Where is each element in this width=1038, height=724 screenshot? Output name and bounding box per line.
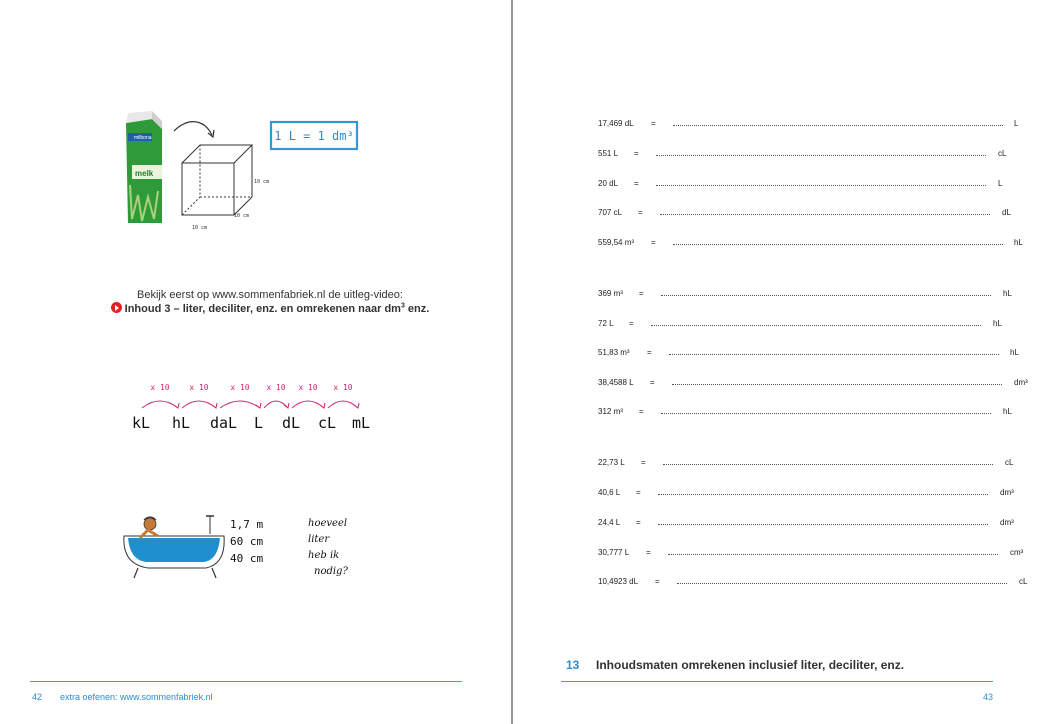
equals-sign: = — [646, 548, 651, 557]
conversion-arrow — [182, 401, 216, 408]
arrow-head-icon — [320, 403, 325, 408]
equals-sign: = — [636, 488, 641, 497]
equals-sign: = — [634, 149, 639, 158]
exercise-row — [598, 238, 1038, 250]
exercise-expression: 30,777 L — [598, 548, 630, 557]
equals-sign: = — [647, 348, 652, 357]
target-unit: hL — [1014, 238, 1023, 247]
cube-icon — [182, 145, 252, 215]
exercise-row — [598, 208, 1038, 220]
equals-sign: = — [636, 518, 641, 527]
target-unit: hL — [1003, 407, 1012, 416]
multiplier-label: x 10 — [230, 383, 250, 392]
instruction-line-1: Bekijk eerst op www.sommenfabriek.nl de uitleg-video: — [137, 289, 403, 301]
exercise-expression: 369 m³ — [598, 289, 623, 298]
exercise-expression: 551 L — [598, 149, 619, 158]
unit-label: hL — [172, 414, 191, 432]
arrow-head-icon — [174, 403, 179, 408]
exercise-expression: 17,469 dL — [598, 119, 634, 128]
footer-rule-right — [561, 681, 993, 682]
target-unit: cm³ — [1010, 548, 1024, 557]
answer-line[interactable] — [669, 354, 999, 355]
equals-sign: = — [629, 319, 634, 328]
target-unit: dm³ — [1014, 378, 1028, 387]
exercise-row — [598, 577, 1038, 589]
conversion-arrow — [292, 401, 324, 408]
bath-question-3: heb ik — [308, 550, 340, 561]
equals-sign: = — [639, 407, 644, 416]
multiplier-label: x 10 — [266, 383, 286, 392]
bathtub-figure — [118, 506, 388, 586]
conversion-arrow — [142, 401, 178, 408]
multiplier-label: x 10 — [333, 383, 353, 392]
exercise-expression: 24,4 L — [598, 518, 621, 527]
equals-sign: = — [651, 238, 656, 247]
multiplier-label: x 10 — [298, 383, 318, 392]
cube-depth-label: 10 cm — [234, 213, 250, 219]
arrow-icon — [174, 122, 212, 135]
answer-line[interactable] — [673, 125, 1003, 126]
conversion-arrow — [328, 401, 358, 408]
cube-height-label: 10 cm — [254, 179, 270, 185]
unit-label: mL — [352, 414, 371, 432]
answer-line[interactable] — [660, 214, 990, 215]
exercise-row — [598, 179, 1038, 191]
equals-sign: = — [651, 119, 656, 128]
page-number-right: 43 — [983, 692, 994, 702]
answer-line[interactable] — [656, 185, 986, 186]
bath-dim-length: 1,7 m — [230, 518, 264, 531]
bath-question-2: liter — [308, 534, 330, 545]
answer-line[interactable] — [651, 325, 981, 326]
exercise-expression: 10,4923 dL — [598, 577, 639, 586]
target-unit: cL — [1005, 458, 1014, 467]
target-unit: hL — [993, 319, 1002, 328]
video-title-sup: 3 — [400, 302, 405, 310]
answer-line[interactable] — [677, 583, 1007, 584]
video-title-suffix: enz. — [404, 303, 430, 315]
conversion-arrow — [264, 401, 288, 408]
equals-sign: = — [639, 289, 644, 298]
bath-question-4: nodig? — [314, 566, 348, 577]
answer-line[interactable] — [673, 244, 1003, 245]
multiplier-label: x 10 — [150, 383, 170, 392]
video-title: Inhoud 3 – liter, deciliter, enz. en omrekenen naar dm — [124, 303, 401, 315]
exercise-row — [598, 378, 1038, 390]
milk-carton-icon — [126, 111, 162, 223]
cube-width-label: 10 cm — [192, 225, 208, 231]
exercise-expression: 312 m³ — [598, 407, 623, 416]
answer-line[interactable] — [672, 384, 1002, 385]
equals-sign: = — [634, 179, 639, 188]
exercise-row — [598, 319, 1038, 331]
unit-label: cL — [318, 414, 337, 432]
conversion-arrow — [220, 401, 260, 408]
unit-label: daL — [210, 414, 238, 432]
bath-dim-width: 60 cm — [230, 535, 264, 548]
instruction-line-2 — [60, 302, 480, 315]
exercise-row — [598, 289, 1038, 301]
answer-line[interactable] — [661, 413, 991, 414]
chapter-title: Inhoudsmaten omrekenen inclusief liter, deciliter, enz. — [596, 658, 905, 672]
exercise-row — [598, 348, 1038, 360]
answer-line[interactable] — [668, 554, 998, 555]
exercise-expression: 38,4588 L — [598, 378, 634, 387]
answer-line[interactable] — [663, 464, 993, 465]
target-unit: dm³ — [1000, 518, 1014, 527]
arrow-head-icon — [256, 403, 261, 408]
equals-sign: = — [641, 458, 646, 467]
exercise-expression: 22,73 L — [598, 458, 625, 467]
footer-rule-left — [30, 681, 462, 682]
exercise-expression: 20 dL — [598, 179, 619, 188]
answer-line[interactable] — [661, 295, 991, 296]
exercise-row — [598, 548, 1038, 560]
arrow-head-icon — [284, 403, 289, 408]
play-video-icon[interactable] — [111, 302, 122, 313]
answer-line[interactable] — [658, 494, 988, 495]
equals-sign: = — [638, 208, 643, 217]
answer-line[interactable] — [658, 524, 988, 525]
bathtub-icon — [124, 516, 224, 578]
target-unit: dL — [1002, 208, 1011, 217]
formula-text: 1 L = 1 dm³ — [274, 129, 354, 143]
target-unit: cL — [1019, 577, 1028, 586]
arrow-head-icon — [212, 403, 217, 408]
target-unit: cL — [998, 149, 1007, 158]
target-unit: dm³ — [1000, 488, 1014, 497]
exercise-row — [598, 149, 1038, 161]
exercise-row — [598, 458, 1038, 470]
exercise-expression: 72 L — [598, 319, 614, 328]
footer-link[interactable]: extra oefenen: www.sommenfabriek.nl — [60, 692, 213, 702]
exercise-row — [598, 518, 1038, 530]
multiplier-label: x 10 — [189, 383, 209, 392]
equals-sign: = — [655, 577, 660, 586]
target-unit: L — [1014, 119, 1019, 128]
target-unit: L — [998, 179, 1003, 188]
carton-brand-text: milbona — [134, 135, 152, 141]
exercise-expression: 707 cL — [598, 208, 623, 217]
chapter-number: 13 — [566, 658, 580, 672]
unit-label: dL — [282, 414, 301, 432]
page-number-left: 42 — [32, 692, 43, 702]
exercise-row — [598, 119, 1038, 131]
unit-conversion-chain — [130, 376, 380, 436]
exercise-expression: 559,54 m³ — [598, 238, 635, 247]
unit-label: kL — [132, 414, 151, 432]
equals-sign: = — [650, 378, 655, 387]
bath-dim-height: 40 cm — [230, 552, 264, 565]
carton-product-text: melk — [135, 169, 154, 178]
bath-question-1: hoeveel — [308, 518, 348, 529]
exercise-row — [598, 407, 1038, 419]
unit-label: L — [254, 414, 264, 432]
milk-carton-cube-figure — [118, 105, 368, 235]
answer-line[interactable] — [656, 155, 986, 156]
exercise-expression: 40,6 L — [598, 488, 621, 497]
left-page — [0, 0, 511, 724]
target-unit: hL — [1003, 289, 1012, 298]
exercise-expression: 51,83 m³ — [598, 348, 630, 357]
target-unit: hL — [1010, 348, 1019, 357]
arrow-head-icon — [354, 403, 359, 408]
exercise-row — [598, 488, 1038, 500]
right-page — [513, 0, 1028, 724]
